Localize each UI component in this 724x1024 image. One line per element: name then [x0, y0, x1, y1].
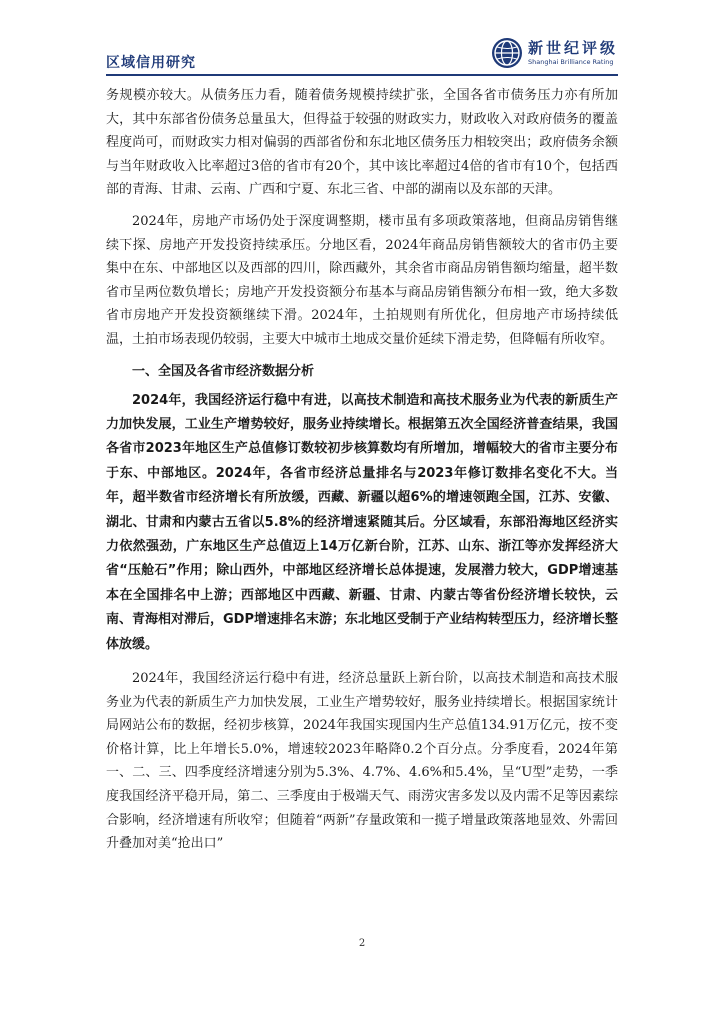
section-title: 区域信用研究 — [106, 55, 196, 71]
page-number: 2 — [358, 938, 366, 949]
page-header — [106, 30, 618, 78]
logo-english-name: Shanghai Brilliance Rating — [527, 57, 614, 66]
paragraph-real-estate: 2024年，房地产市场仍处于深度调整期，楼市虽有多项政策落地，但商品房销售继续下探、房地产开发投资持续承压。分地区看，2024年商品房销售额较大的省市仍主要集中在东、中部地区以及西部的四川，除西藏外，其余省市商品房销售额均缩量，超半数省市呈两位数负增长；房地产开发投资额分布基本与商品房销售额分布相一致，绝大多数省市房地产开发投资额继续下滑。2024年，土拍规则有所优化，但房地产市场持续低温，土拍市场表现仍较弱，主要大中城市土地成交量价延续下滑走势，但降幅有所收窄。 — [106, 213, 618, 347]
section-heading: 一、全国及各省市经济数据分析 — [132, 363, 315, 379]
globe-icon — [492, 38, 522, 68]
logo-chinese-name: 新世纪评级 — [527, 38, 618, 57]
summary-paragraph: 2024年，我国经济运行稳中有进，以高技术制造和高技术服务业为代表的新质生产力加快发展，工业生产增势较好，服务业持续增长。根据第五次全国经济普查结果，我国各省市2023年地区生产总值修订数较初步核算数均有所增加，增幅较大的省市主要分布于东、中部地区。2024年，各省市经济总量排名与2023年修订数排名变化不大。当年，超半数省市经济增长有所放缓，西藏、新疆以超6%的增速领跑全国，江苏、安徽、湖北、甘肃和内蒙古五省以5.8%的经济增速紧随其后。分区域看，东部沿海地区经济实力依然强劲，广东地区生产总值迈上14万亿新台阶，江苏、山东、浙江等亦发挥经济大省“压舱石”作用；除山西外，中部地区经济增长总体提速，发展潜力较大，GDP增速基本在全国排名中上游；西部地区中西藏、新疆、甘肃、内蒙古等省份经济增长较快，云南、青海相对滞后，GDP增速排名末游；东北地区受制于产业结构转型压力，经济增长整体放缓。 — [106, 392, 618, 652]
company-logo — [492, 36, 618, 70]
paragraph-debt-pressure: 务规模亦较大。从债务压力看，随着债务规模持续扩张，全国各省市债务压力亦有所加大，其中东部省份债务总量虽大，但得益于较强的财政实力，财政收入对政府债务的覆盖程度尚可，而财政实力相对偏弱的西部省份和东北地区债务压力相较突出；政府债务余额与当年财政收入比率超过3倍的省市有20个，其中该比率超过4倍的省市有10个，包括西部的青海、甘肃、云南、广西和宁夏、东北三省、中部的湖南以及东部的天津。 — [106, 88, 618, 198]
paragraph-gdp: 2024年，我国经济运行稳中有进，经济总量跃上新台阶，以高技术制造和高技术服务业为代表的新质生产力加快发展，工业生产增势较好，服务业持续增长。根据国家统计局网站公布的数据，经初步核算，2024年我国实现国内生产总值134.91万亿元，按不变价格计算，比上年增长5.0%，增速较2023年略降0.2个百分点。分季度看，2024年第一、二、三、四季度经济增速分别为5.3%、4.7%、4.6%和5.4%，呈“U型”走势，一季度我国经济平稳开局，第二、三季度由于极端天气、雨涝灾害多发以及内需不足等因素综合影响，经济增速有所收窄；但随着“两新”存量政策和一揽子增量政策落地显效、外需回升叠加对美“抢出口” — [106, 671, 618, 852]
header-divider — [106, 74, 618, 76]
document-body — [106, 84, 618, 864]
